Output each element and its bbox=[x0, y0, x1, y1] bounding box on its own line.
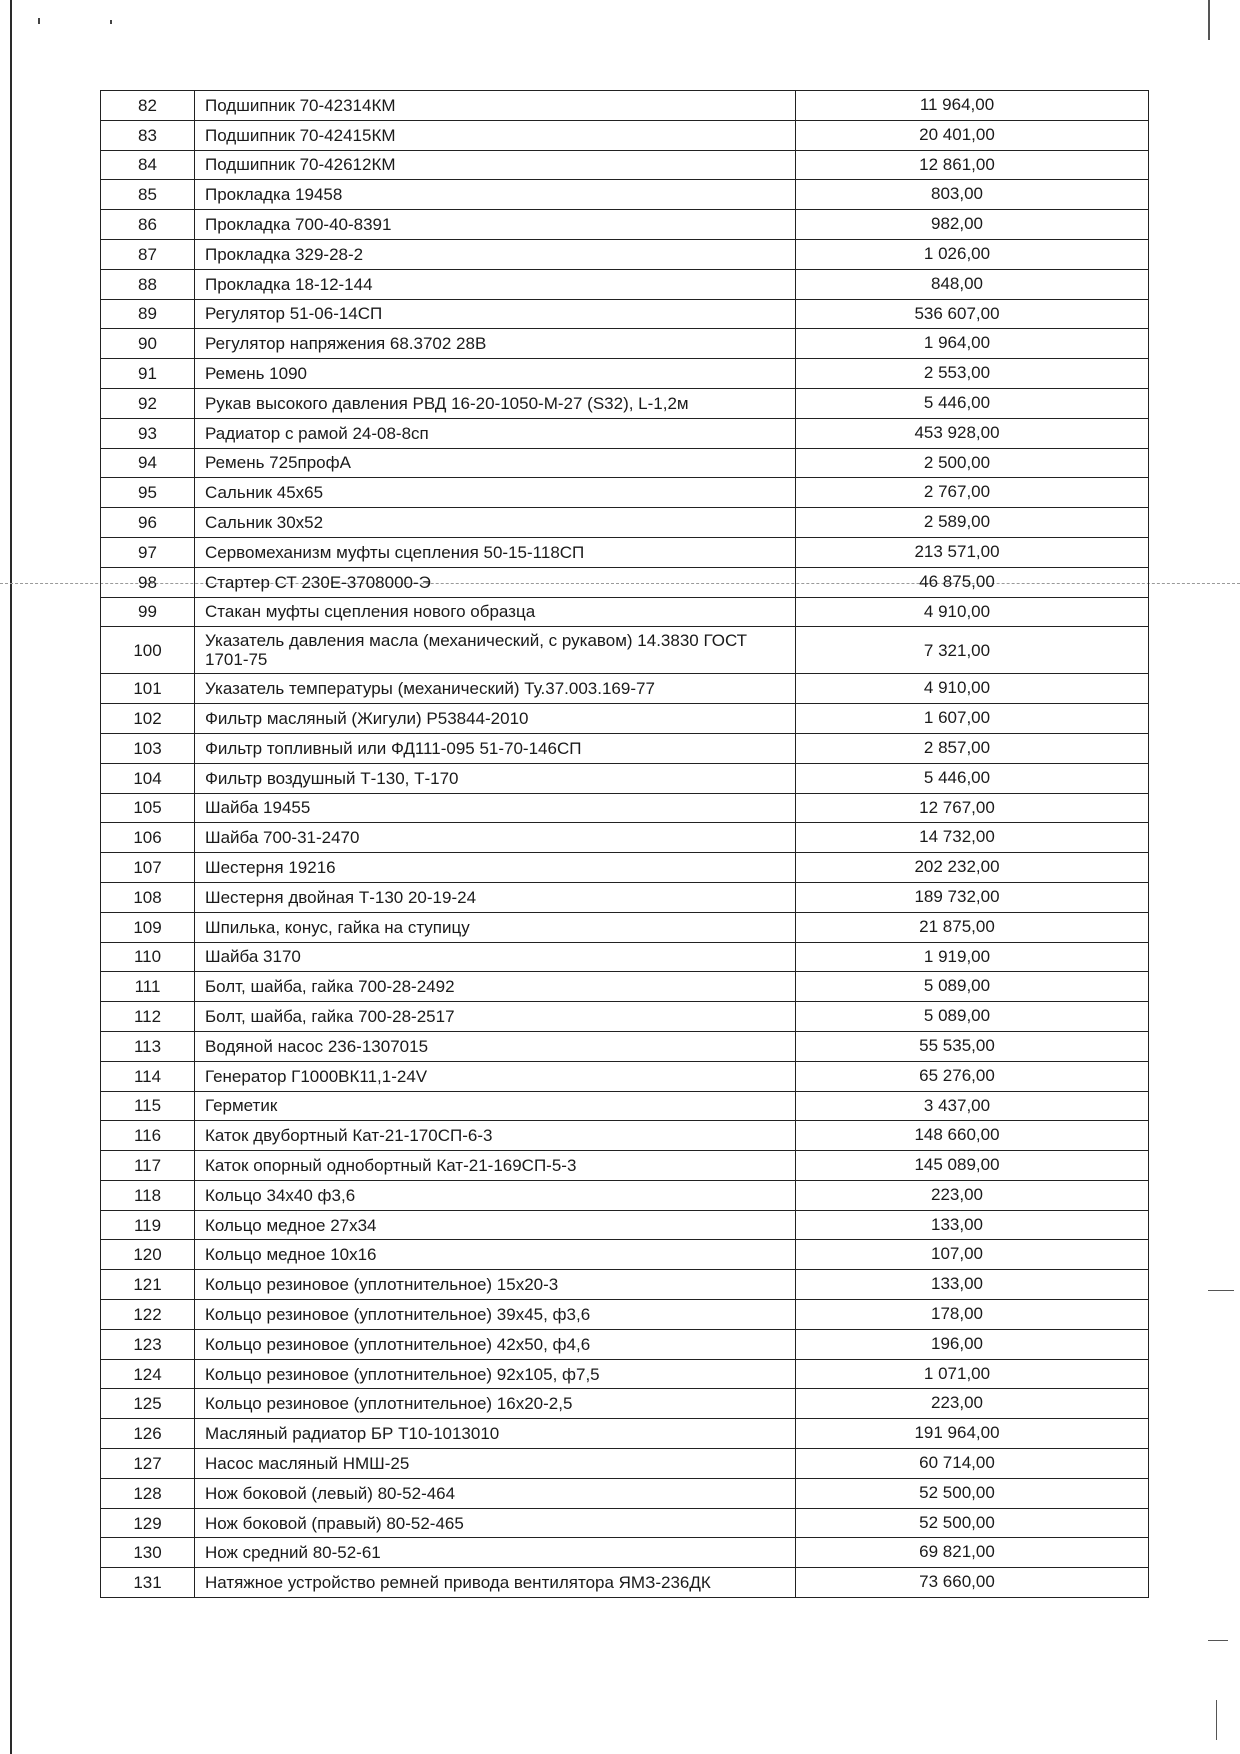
item-price: 12 861,00 bbox=[796, 150, 1149, 180]
row-number: 123 bbox=[101, 1329, 195, 1359]
table-row bbox=[101, 1002, 1149, 1032]
row-number: 110 bbox=[101, 942, 195, 972]
table-row bbox=[101, 239, 1149, 269]
item-name: Фильтр воздушный Т-130, Т-170 bbox=[195, 763, 796, 793]
row-number: 87 bbox=[101, 239, 195, 269]
row-number: 129 bbox=[101, 1508, 195, 1538]
right-edge-mark bbox=[1208, 1640, 1228, 1641]
table-row bbox=[101, 1478, 1149, 1508]
item-name: Подшипник 70-42612КМ bbox=[195, 150, 796, 180]
row-number: 107 bbox=[101, 853, 195, 883]
item-name: Шайба 19455 bbox=[195, 793, 796, 823]
item-price: 2 589,00 bbox=[796, 508, 1149, 538]
item-name: Каток опорный однобортный Кат-21-169СП-5-3 bbox=[195, 1151, 796, 1181]
row-number: 94 bbox=[101, 448, 195, 478]
table-row bbox=[101, 1091, 1149, 1121]
item-name: Регулятор 51-06-14СП bbox=[195, 299, 796, 329]
row-number: 89 bbox=[101, 299, 195, 329]
row-number: 120 bbox=[101, 1240, 195, 1270]
item-name: Водяной насос 236-1307015 bbox=[195, 1031, 796, 1061]
item-name: Шестерня 19216 bbox=[195, 853, 796, 883]
item-name: Кольцо резиновое (уплотнительное) 16х20-2,5 bbox=[195, 1389, 796, 1419]
item-name: Рукав высокого давления РВД 16-20-1050-М-27 (S32), L-1,2м bbox=[195, 388, 796, 418]
table-row bbox=[101, 1061, 1149, 1091]
row-number: 97 bbox=[101, 537, 195, 567]
item-name: Герметик bbox=[195, 1091, 796, 1121]
item-price: 803,00 bbox=[796, 180, 1149, 210]
item-name: Каток двубортный Кат-21-170СП-6-3 bbox=[195, 1121, 796, 1151]
item-price: 1 607,00 bbox=[796, 704, 1149, 734]
item-price: 4 910,00 bbox=[796, 597, 1149, 627]
item-name: Регулятор напряжения 68.3702 28В bbox=[195, 329, 796, 359]
row-number: 82 bbox=[101, 91, 195, 121]
item-price: 2 500,00 bbox=[796, 448, 1149, 478]
table-row bbox=[101, 882, 1149, 912]
item-price: 189 732,00 bbox=[796, 882, 1149, 912]
table-row bbox=[101, 567, 1149, 597]
item-price: 2 553,00 bbox=[796, 359, 1149, 389]
item-name: Шестерня двойная Т-130 20-19-24 bbox=[195, 882, 796, 912]
row-number: 127 bbox=[101, 1449, 195, 1479]
row-number: 109 bbox=[101, 912, 195, 942]
table-row bbox=[101, 1121, 1149, 1151]
table-row bbox=[101, 418, 1149, 448]
row-number: 104 bbox=[101, 763, 195, 793]
item-price: 14 732,00 bbox=[796, 823, 1149, 853]
item-price: 52 500,00 bbox=[796, 1508, 1149, 1538]
row-number: 125 bbox=[101, 1389, 195, 1419]
item-name: Болт, шайба, гайка 700-28-2517 bbox=[195, 1002, 796, 1032]
item-price: 196,00 bbox=[796, 1329, 1149, 1359]
row-number: 115 bbox=[101, 1091, 195, 1121]
item-name: Шайба 3170 bbox=[195, 942, 796, 972]
table-row bbox=[101, 674, 1149, 704]
item-price: 2 767,00 bbox=[796, 478, 1149, 508]
item-price: 52 500,00 bbox=[796, 1478, 1149, 1508]
item-name: Сальник 45х65 bbox=[195, 478, 796, 508]
item-name: Кольцо резиновое (уплотнительное) 92х105, ф7,5 bbox=[195, 1359, 796, 1389]
item-price: 5 089,00 bbox=[796, 972, 1149, 1002]
row-number: 100 bbox=[101, 627, 195, 674]
item-name: Кольцо резиновое (уплотнительное) 42х50, ф4,6 bbox=[195, 1329, 796, 1359]
table-row bbox=[101, 763, 1149, 793]
item-price: 202 232,00 bbox=[796, 853, 1149, 883]
scan-speck bbox=[38, 18, 40, 24]
row-number: 124 bbox=[101, 1359, 195, 1389]
parts-price-table bbox=[100, 90, 1149, 1598]
table-row bbox=[101, 1270, 1149, 1300]
row-number: 98 bbox=[101, 567, 195, 597]
item-price: 73 660,00 bbox=[796, 1568, 1149, 1598]
row-number: 131 bbox=[101, 1568, 195, 1598]
item-price: 60 714,00 bbox=[796, 1449, 1149, 1479]
table-row bbox=[101, 942, 1149, 972]
item-price: 223,00 bbox=[796, 1180, 1149, 1210]
row-number: 103 bbox=[101, 733, 195, 763]
table-row bbox=[101, 1419, 1149, 1449]
table-row bbox=[101, 537, 1149, 567]
item-name: Сальник 30х52 bbox=[195, 508, 796, 538]
table-row bbox=[101, 597, 1149, 627]
right-edge-mark bbox=[1208, 1290, 1234, 1291]
item-price: 46 875,00 bbox=[796, 567, 1149, 597]
item-name: Сервомеханизм муфты сцепления 50-15-118СП bbox=[195, 537, 796, 567]
table-row bbox=[101, 733, 1149, 763]
row-number: 86 bbox=[101, 210, 195, 240]
row-number: 122 bbox=[101, 1300, 195, 1330]
item-price: 4 910,00 bbox=[796, 674, 1149, 704]
scan-speck bbox=[110, 20, 112, 24]
table-row bbox=[101, 359, 1149, 389]
item-name: Указатель температуры (механический) Ту.37.003.169-77 bbox=[195, 674, 796, 704]
item-name: Масляный радиатор БР Т10-1013010 bbox=[195, 1419, 796, 1449]
item-price: 107,00 bbox=[796, 1240, 1149, 1270]
table-row bbox=[101, 1359, 1149, 1389]
item-name: Прокладка 329-28-2 bbox=[195, 239, 796, 269]
row-number: 106 bbox=[101, 823, 195, 853]
item-price: 65 276,00 bbox=[796, 1061, 1149, 1091]
row-number: 99 bbox=[101, 597, 195, 627]
row-number: 88 bbox=[101, 269, 195, 299]
row-number: 118 bbox=[101, 1180, 195, 1210]
item-name: Кольцо 34х40 ф3,6 bbox=[195, 1180, 796, 1210]
table-row bbox=[101, 150, 1149, 180]
row-number: 130 bbox=[101, 1538, 195, 1568]
item-name: Кольцо медное 27х34 bbox=[195, 1210, 796, 1240]
item-price: 1 964,00 bbox=[796, 329, 1149, 359]
row-number: 102 bbox=[101, 704, 195, 734]
row-number: 108 bbox=[101, 882, 195, 912]
row-number: 96 bbox=[101, 508, 195, 538]
row-number: 114 bbox=[101, 1061, 195, 1091]
table-row bbox=[101, 180, 1149, 210]
table-row bbox=[101, 1210, 1149, 1240]
row-number: 121 bbox=[101, 1270, 195, 1300]
row-number: 101 bbox=[101, 674, 195, 704]
row-number: 95 bbox=[101, 478, 195, 508]
row-number: 93 bbox=[101, 418, 195, 448]
table-row bbox=[101, 1389, 1149, 1419]
item-price: 213 571,00 bbox=[796, 537, 1149, 567]
table-row bbox=[101, 1538, 1149, 1568]
item-price: 191 964,00 bbox=[796, 1419, 1149, 1449]
item-price: 21 875,00 bbox=[796, 912, 1149, 942]
table-row bbox=[101, 120, 1149, 150]
table-row bbox=[101, 972, 1149, 1002]
table-row bbox=[101, 269, 1149, 299]
item-price: 145 089,00 bbox=[796, 1151, 1149, 1181]
row-number: 83 bbox=[101, 120, 195, 150]
item-name: Подшипник 70-42314КМ bbox=[195, 91, 796, 121]
item-price: 20 401,00 bbox=[796, 120, 1149, 150]
item-name: Нож боковой (левый) 80-52-464 bbox=[195, 1478, 796, 1508]
table-row bbox=[101, 1151, 1149, 1181]
item-name: Фильтр масляный (Жигули) Р53844-2010 bbox=[195, 704, 796, 734]
table-row bbox=[101, 912, 1149, 942]
item-price: 1 919,00 bbox=[796, 942, 1149, 972]
row-number: 113 bbox=[101, 1031, 195, 1061]
item-price: 453 928,00 bbox=[796, 418, 1149, 448]
table-row bbox=[101, 627, 1149, 674]
table-row bbox=[101, 329, 1149, 359]
table-row bbox=[101, 508, 1149, 538]
item-price: 148 660,00 bbox=[796, 1121, 1149, 1151]
item-price: 133,00 bbox=[796, 1210, 1149, 1240]
row-number: 117 bbox=[101, 1151, 195, 1181]
left-margin-line bbox=[10, 0, 12, 1754]
table-row bbox=[101, 793, 1149, 823]
item-price: 3 437,00 bbox=[796, 1091, 1149, 1121]
row-number: 116 bbox=[101, 1121, 195, 1151]
item-name: Радиатор с рамой 24-08-8сп bbox=[195, 418, 796, 448]
item-price: 7 321,00 bbox=[796, 627, 1149, 674]
item-name: Шпилька, конус, гайка на ступицу bbox=[195, 912, 796, 942]
item-name: Генератор Г1000ВК11,1-24V bbox=[195, 1061, 796, 1091]
item-price: 5 089,00 bbox=[796, 1002, 1149, 1032]
item-name: Натяжное устройство ремней привода вентилятора ЯМЗ-236ДК bbox=[195, 1568, 796, 1598]
table-row bbox=[101, 1180, 1149, 1210]
table-row bbox=[101, 210, 1149, 240]
item-name: Кольцо резиновое (уплотнительное) 15х20-3 bbox=[195, 1270, 796, 1300]
table-row bbox=[101, 1240, 1149, 1270]
item-price: 223,00 bbox=[796, 1389, 1149, 1419]
table-row bbox=[101, 823, 1149, 853]
item-name: Указатель давления масла (механический, с рукавом) 14.3830 ГОСТ 1701-75 bbox=[195, 627, 796, 674]
item-price: 133,00 bbox=[796, 1270, 1149, 1300]
item-price: 178,00 bbox=[796, 1300, 1149, 1330]
row-number: 111 bbox=[101, 972, 195, 1002]
item-name: Шайба 700-31-2470 bbox=[195, 823, 796, 853]
item-price: 55 535,00 bbox=[796, 1031, 1149, 1061]
right-edge-mark bbox=[1216, 1700, 1217, 1740]
item-name: Подшипник 70-42415КМ bbox=[195, 120, 796, 150]
item-name: Насос масляный НМШ-25 bbox=[195, 1449, 796, 1479]
row-number: 128 bbox=[101, 1478, 195, 1508]
table-row bbox=[101, 1568, 1149, 1598]
row-number: 85 bbox=[101, 180, 195, 210]
row-number: 112 bbox=[101, 1002, 195, 1032]
row-number: 92 bbox=[101, 388, 195, 418]
table-row bbox=[101, 853, 1149, 883]
row-number: 119 bbox=[101, 1210, 195, 1240]
item-name: Прокладка 19458 bbox=[195, 180, 796, 210]
row-number: 126 bbox=[101, 1419, 195, 1449]
item-price: 69 821,00 bbox=[796, 1538, 1149, 1568]
table-row bbox=[101, 91, 1149, 121]
item-price: 5 446,00 bbox=[796, 388, 1149, 418]
row-number: 91 bbox=[101, 359, 195, 389]
item-price: 11 964,00 bbox=[796, 91, 1149, 121]
table-row bbox=[101, 1300, 1149, 1330]
item-name: Болт, шайба, гайка 700-28-2492 bbox=[195, 972, 796, 1002]
row-number: 105 bbox=[101, 793, 195, 823]
item-name: Ремень 725профА bbox=[195, 448, 796, 478]
item-name: Стакан муфты сцепления нового образца bbox=[195, 597, 796, 627]
table-row bbox=[101, 1508, 1149, 1538]
item-name: Прокладка 700-40-8391 bbox=[195, 210, 796, 240]
table-row bbox=[101, 1329, 1149, 1359]
item-price: 848,00 bbox=[796, 269, 1149, 299]
item-price: 1 071,00 bbox=[796, 1359, 1149, 1389]
item-name: Фильтр топливный или ФД111-095 51-70-146СП bbox=[195, 733, 796, 763]
table-row bbox=[101, 1031, 1149, 1061]
row-number: 84 bbox=[101, 150, 195, 180]
item-name: Прокладка 18-12-144 bbox=[195, 269, 796, 299]
item-price: 12 767,00 bbox=[796, 793, 1149, 823]
table-row bbox=[101, 388, 1149, 418]
row-number: 90 bbox=[101, 329, 195, 359]
table-row bbox=[101, 1449, 1149, 1479]
item-name: Кольцо резиновое (уплотнительное) 39х45, ф3,6 bbox=[195, 1300, 796, 1330]
table-row bbox=[101, 704, 1149, 734]
item-price: 536 607,00 bbox=[796, 299, 1149, 329]
item-price: 5 446,00 bbox=[796, 763, 1149, 793]
right-edge-mark bbox=[1208, 0, 1210, 40]
item-name: Кольцо медное 10х16 bbox=[195, 1240, 796, 1270]
table-row bbox=[101, 448, 1149, 478]
item-name: Стартер СТ 230Е-3708000-Э bbox=[195, 567, 796, 597]
item-name: Нож боковой (правый) 80-52-465 bbox=[195, 1508, 796, 1538]
table-row bbox=[101, 299, 1149, 329]
item-price: 2 857,00 bbox=[796, 733, 1149, 763]
item-name: Ремень 1090 bbox=[195, 359, 796, 389]
item-name: Нож средний 80-52-61 bbox=[195, 1538, 796, 1568]
item-price: 982,00 bbox=[796, 210, 1149, 240]
item-price: 1 026,00 bbox=[796, 239, 1149, 269]
table-row bbox=[101, 478, 1149, 508]
